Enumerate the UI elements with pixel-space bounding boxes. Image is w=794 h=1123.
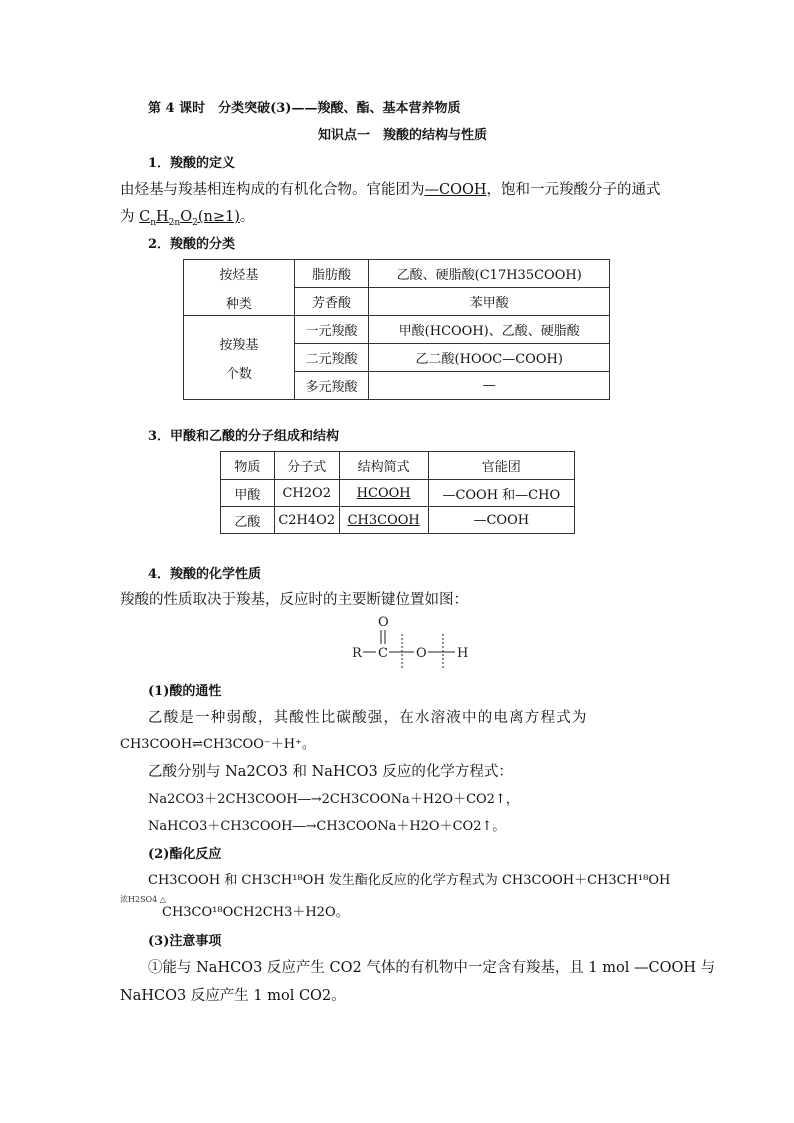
cell-name: 甲酸 <box>221 480 275 507</box>
p1-line3: 乙酸分别与 Na2CO3 和 NaHCO3 反应的化学方程式： <box>148 764 513 780</box>
s1-line2-end: 。 <box>239 209 255 225</box>
p3-line2: NaHCO3 反应产生 1 mol CO2。 <box>120 988 346 1004</box>
cell-mono-example: 甲酸(HCOOH)、乙酸、硬脂酸 <box>369 316 610 344</box>
cell-formula: C2H4O2 <box>274 507 339 534</box>
p1-eq2: NaHCO3＋CH3COOH―→CH3COONa＋H2O＋CO2↑。 <box>148 819 506 834</box>
p3-heading: (3)注意事项 <box>148 934 222 949</box>
formula-sub-2n: 2n <box>168 217 181 228</box>
p1-line1: 乙酸是一种弱酸，其酸性比碳酸强，在水溶液中的电离方程式为 <box>148 710 588 726</box>
diagram-c: C <box>378 646 388 661</box>
cell-group: —COOH 和—CHO <box>428 480 574 507</box>
formula-h: H <box>156 209 169 225</box>
s1-line2 <box>120 205 254 226</box>
diagram-o: O <box>416 646 427 661</box>
formula-sub-2: 2 <box>192 217 198 228</box>
cell-aromatic: 芳香酸 <box>294 288 369 316</box>
table-row <box>221 480 575 507</box>
formula-c: C <box>139 209 151 225</box>
formula-o: O <box>180 209 193 225</box>
s1-line1 <box>120 178 661 199</box>
classification-table <box>183 259 610 400</box>
s4-intro: 羧酸的性质取决于羧基，反应时的主要断键位置如图： <box>120 592 468 608</box>
diagram-h: H <box>457 646 469 661</box>
cell-poly-example: — <box>369 372 610 400</box>
p2-line1: CH3COOH 和 CH3CH¹⁸OH 发生酯化反应的化学方程式为 CH3COOH＋CH3CH¹⁸OH <box>148 873 671 888</box>
diagram-r: R <box>352 646 362 661</box>
p1-line2: CH3COOH⇌CH3COO⁻＋H⁺。 <box>120 737 315 752</box>
cell-aromatic-example: 苯甲酸 <box>369 288 610 316</box>
s1-line2-a: 为 <box>120 209 140 225</box>
bond-diagram <box>345 612 475 668</box>
lesson-title: 第 4 课时 分类突破(3)——羧酸、酯、基本营养物质 <box>148 101 461 116</box>
s1-heading: 1．羧酸的定义 <box>148 156 236 171</box>
cell-mono: 一元羧酸 <box>294 316 369 344</box>
p1-heading: (1)酸的通性 <box>148 684 222 699</box>
cell-poly: 多元羧酸 <box>294 372 369 400</box>
s4-heading: 4．羧酸的化学性质 <box>148 567 262 582</box>
cell-name: 乙酸 <box>221 507 275 534</box>
group-hydrocarbon-label: 按烃基 种类 <box>184 260 295 316</box>
table-row <box>221 507 575 534</box>
cell-structure: HCOOH <box>339 480 428 507</box>
section-title: 知识点一 羧酸的结构与性质 <box>318 128 488 143</box>
cell-formula: CH2O2 <box>274 480 339 507</box>
p2-heading: (2)酯化反应 <box>148 847 222 862</box>
diagram-bonds <box>363 630 455 652</box>
p2-condition: 浓H2SO4 △ <box>120 895 166 904</box>
formula-condition: (n≥1) <box>197 209 240 225</box>
header-group: 官能团 <box>428 452 574 480</box>
cell-di-example: 乙二酸(HOOC—COOH) <box>369 344 610 372</box>
p1-eq1: Na2CO3＋2CH3COOH―→2CH3COONa＋H2O＋CO2↑， <box>148 792 519 807</box>
header-structure: 结构简式 <box>339 452 428 480</box>
cell-group: —COOH <box>428 507 574 534</box>
header-substance: 物质 <box>221 452 275 480</box>
composition-table <box>220 451 575 534</box>
diagram-carbonyl-o: O <box>378 615 389 630</box>
cell-di: 二元羧酸 <box>294 344 369 372</box>
general-formula <box>139 209 240 228</box>
header-formula: 分子式 <box>274 452 339 480</box>
carboxyl-group: —COOH <box>424 182 487 198</box>
s2-heading: 2．羧酸的分类 <box>148 237 236 252</box>
cell-aliphatic-example: 乙酸、硬脂酸(C17H35COOH) <box>369 260 610 288</box>
group-carboxyl-label: 按羧基 个数 <box>184 316 295 400</box>
s3-heading: 3．甲酸和乙酸的分子组成和结构 <box>148 429 340 444</box>
p2-line2: CH3CO¹⁸OCH2CH3＋H2O。 <box>162 905 349 920</box>
cell-aliphatic: 脂肪酸 <box>294 260 369 288</box>
p3-line1: ①能与 NaHCO3 反应产生 CO2 气体的有机物中一定含有羧基，且 1 mol —COOH 与 <box>148 960 716 976</box>
s1-line1-a: 由烃基与羧基相连构成的有机化合物。官能团为 <box>120 182 425 198</box>
s1-line1-b: ，饱和一元羧酸分子的通式 <box>486 182 661 198</box>
formula-sub-n: n <box>150 217 157 228</box>
cell-structure: CH3COOH <box>339 507 428 534</box>
